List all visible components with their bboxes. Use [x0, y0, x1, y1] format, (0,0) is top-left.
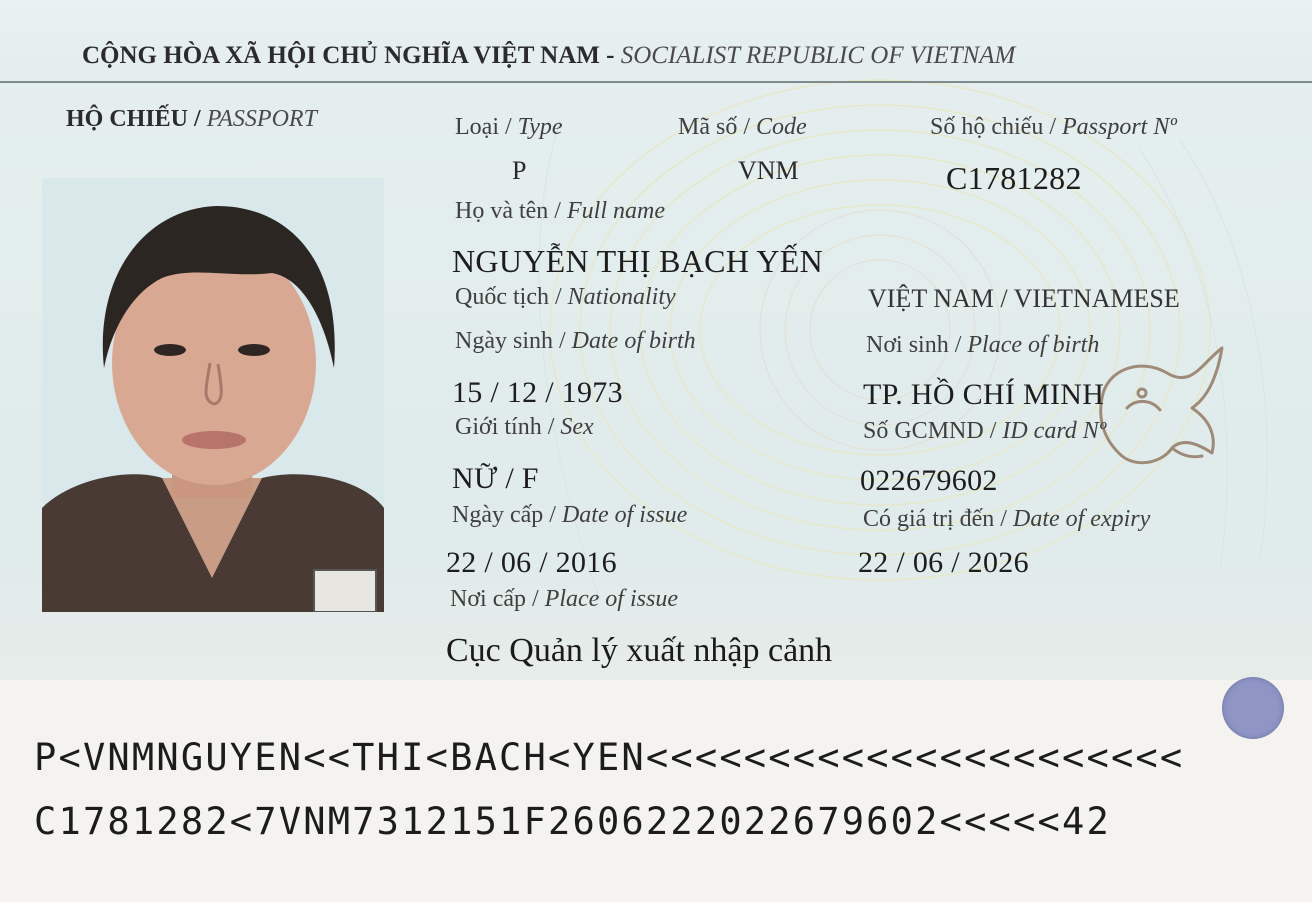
expiry-date-label-vi: Có giá trị đến / [863, 506, 1013, 532]
mrz-line-2: C1781282<7VNM7312151F2606222022679602<<<<<42 [34, 800, 1111, 843]
type-label [455, 114, 563, 141]
sex-label-en: Sex [560, 414, 594, 440]
pob-value: TP. HỒ CHÍ MINH [863, 378, 1105, 411]
id-card-label [863, 418, 1106, 445]
dob-label-vi: Ngày sinh / [455, 328, 572, 354]
mrz-line-1: P<VNMNGUYEN<<THI<BACH<YEN<<<<<<<<<<<<<<<<<<<<<< [34, 736, 1185, 779]
code-label-vi: Mã số / [678, 114, 756, 140]
full-name-value: NGUYỄN THỊ BẠCH YẾN [452, 243, 824, 279]
country-title-vi: CỘNG HÒA XÃ HỘI CHỦ NGHĨA VIỆT NAM - [82, 42, 621, 69]
nationality-label-vi: Quốc tịch / [455, 284, 568, 310]
issue-place-label [450, 586, 678, 613]
code-label [678, 114, 807, 141]
country-title-en: SOCIALIST REPUBLIC OF VIETNAM [620, 42, 1016, 69]
pob-label-en: Place of birth [967, 332, 1100, 358]
full-name-label [455, 198, 665, 225]
sex-value: NỮ / F [452, 462, 539, 495]
type-value: P [512, 156, 527, 185]
passport-no-label [930, 114, 1177, 141]
dob-label-en: Date of birth [571, 328, 696, 354]
type-label-en: Type [517, 114, 563, 140]
nationality-label-en: Nationality [567, 284, 676, 310]
pob-label-vi: Nơi sinh / [866, 332, 968, 358]
document-title-en: PASSPORT [206, 106, 317, 132]
id-card-label-en: ID card Nº [1002, 418, 1107, 444]
id-card-label-vi: Số GCMND / [863, 418, 1003, 444]
full-name-label-vi: Họ và tên / [455, 198, 567, 224]
issue-date-label-vi: Ngày cấp / [452, 502, 562, 528]
passport-no-label-en: Passport Nº [1062, 114, 1177, 140]
code-label-en: Code [756, 114, 807, 140]
sex-label [455, 414, 594, 441]
seal-dot [1222, 677, 1284, 739]
portrait-illustration [42, 178, 384, 612]
type-label-vi: Loại / [455, 114, 518, 140]
issue-date-value: 22 / 06 / 2016 [446, 546, 617, 579]
passport-no-value: C1781282 [946, 160, 1082, 196]
dob-label [455, 328, 696, 355]
sex-label-vi: Giới tính / [455, 414, 561, 440]
document-title [66, 106, 317, 133]
issue-date-label [452, 502, 687, 529]
pob-label [866, 332, 1099, 359]
issue-place-label-vi: Nơi cấp / [450, 586, 545, 612]
id-card-value: 022679602 [860, 464, 998, 497]
header-divider [0, 81, 1312, 83]
passport-no-label-vi: Số hộ chiếu / [930, 114, 1062, 140]
dove-emblem-icon [1082, 338, 1232, 478]
full-name-label-en: Full name [566, 198, 665, 224]
issue-place-label-en: Place of issue [544, 586, 678, 612]
document-title-vi: HỘ CHIẾU / [66, 106, 207, 132]
issue-place-value: Cục Quản lý xuất nhập cảnh [446, 632, 833, 669]
dob-value: 15 / 12 / 1973 [452, 376, 623, 409]
header [0, 42, 1312, 86]
expiry-date-value: 22 / 06 / 2026 [858, 546, 1029, 579]
issue-date-label-en: Date of issue [561, 502, 688, 528]
expiry-date-label-en: Date of expiry [1012, 506, 1151, 532]
country-title [82, 42, 1015, 70]
holder-photo [42, 178, 384, 612]
nationality-label [455, 284, 676, 311]
mrz-zone [0, 680, 1312, 902]
expiry-date-label [863, 506, 1150, 533]
nationality-value: VIỆT NAM / VIETNAMESE [868, 284, 1180, 313]
code-value: VNM [738, 156, 799, 185]
